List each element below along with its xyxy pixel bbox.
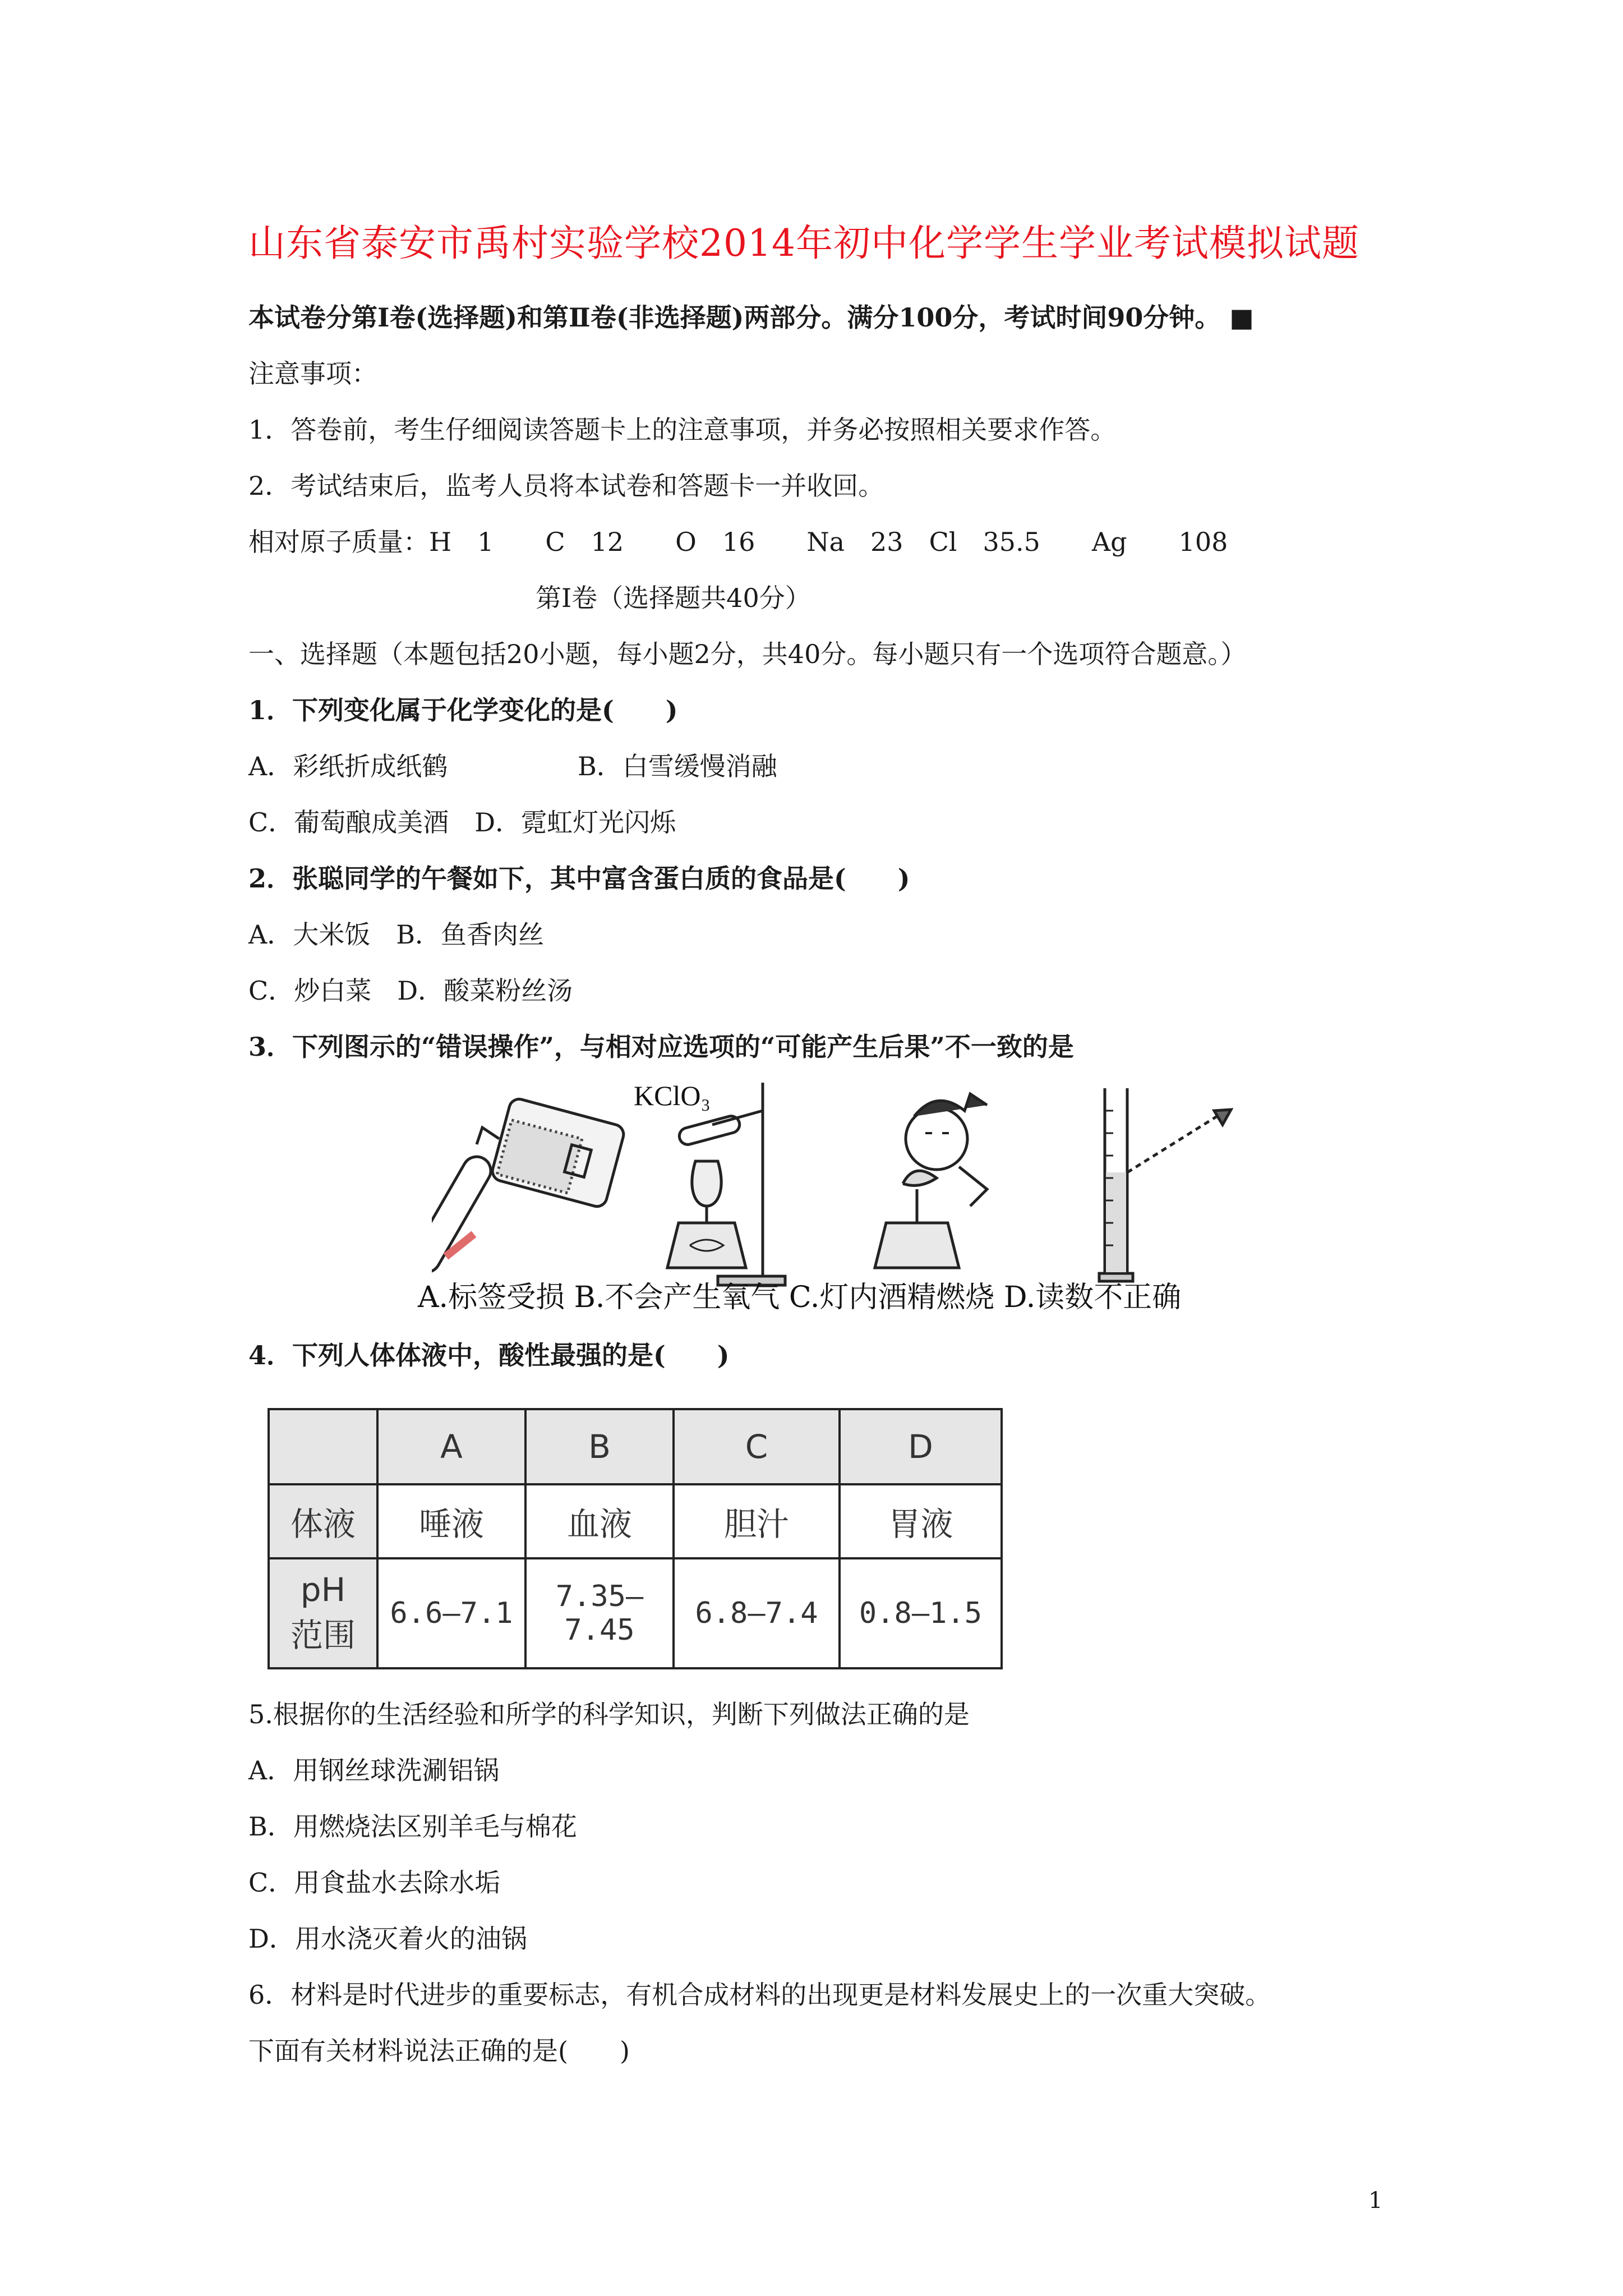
q5-stem: 5.根据你的生活经验和所学的科学知识，判断下列做法正确的是 <box>248 1699 970 1729</box>
page-number: 1 <box>1368 2188 1383 2214</box>
exam-intro: 本试卷分第Ⅰ卷(选择题)和第Ⅱ卷(非选择题)两部分。满分100分，考试时间90分钟。 ■ <box>248 302 1254 333</box>
q4-stem: 4．下列人体体液中，酸性最强的是( ) <box>248 1340 730 1370</box>
q1-options-cd: C．葡萄酿成美酒 D．霓虹灯光闪烁 <box>248 807 676 838</box>
q5-option-c: C．用食盐水去除水垢 <box>248 1867 501 1898</box>
table-row-ph-range <box>269 1558 1002 1668</box>
notes-heading: 注意事项： <box>248 358 377 389</box>
q6-stem-line2: 下面有关材料说法正确的是( ) <box>248 2036 630 2066</box>
figure-d-cylinder <box>1099 1088 1231 1281</box>
q6-stem-line1: 6．材料是时代进步的重要标志，有机合成材料的出现更是材料发展史上的一次重大突破。 <box>248 1980 1271 2010</box>
q5-option-d: D．用水浇灭着火的油锅 <box>248 1924 527 1954</box>
table-row-label-ph <box>269 1558 377 1668</box>
table-header-a: A <box>377 1409 525 1484</box>
table-header-row <box>269 1409 1002 1484</box>
q5-option-b: B．用燃烧法区别羊毛与棉花 <box>248 1811 577 1842</box>
ph-label-line2: 范围 <box>290 1616 356 1654</box>
q2-options-ab: A．大米饭 B．鱼香肉丝 <box>248 919 545 950</box>
table-cell: 胆汁 <box>674 1484 840 1558</box>
q2-options-cd: C．炒白菜 D．酸菜粉丝汤 <box>248 976 573 1006</box>
table-cell: 血液 <box>525 1484 674 1558</box>
table-cell: 0.8—1.5 <box>840 1558 1002 1668</box>
table-cell: 6.6—7.1 <box>377 1558 525 1668</box>
atomic-mass-line: 相对原子质量：H 1 C 12 O 16 Na 23 Cl 35.5 Ag 108 <box>248 527 1228 557</box>
table-cell <box>525 1558 674 1668</box>
table-row-body-fluid <box>269 1484 1002 1558</box>
note-2: 2．考试结束后，监考人员将本试卷和答题卡一并收回。 <box>248 471 884 501</box>
table-header-corner <box>269 1409 377 1484</box>
table-header-c: C <box>674 1409 840 1484</box>
figure-kclo3-label: KClO₃ <box>634 1080 711 1111</box>
q3-stem: 3．下列图示的“错误操作”，与相对应选项的“可能产生后果”不一致的是 <box>248 1032 1074 1062</box>
ph-b-line1: 7.35— <box>555 1580 644 1613</box>
table-header-b: B <box>525 1409 674 1484</box>
q1-stem: 1．下列变化属于化学变化的是( ) <box>248 695 678 725</box>
figure-c-blowing <box>875 1094 987 1268</box>
table-header-d: D <box>840 1409 1002 1484</box>
table-row-label-body-fluid: 体液 <box>269 1484 377 1558</box>
q2-stem: 2．张聪同学的午餐如下，其中富含蛋白质的食品是( ) <box>248 863 910 894</box>
ph-label-line1: pH <box>300 1571 346 1609</box>
section1-heading: 一、选择题（本题包括20小题，每小题2分，共40分。每小题只有一个选项符合题意。） <box>248 639 1247 669</box>
table-cell: 唾液 <box>377 1484 525 1558</box>
table-cell: 6.8—7.4 <box>674 1558 840 1668</box>
ph-table <box>268 1408 1003 1669</box>
q3-figure-caption: A.标签受损 B.不会产生氧气 C.灯内酒精燃烧 D.读数不正确 <box>418 1281 1182 1314</box>
note-1: 1．答卷前，考生仔细阅读答题卡上的注意事项，并务必按照相关要求作答。 <box>248 415 1117 445</box>
figure-a-pouring <box>432 1097 626 1277</box>
figure-b-heating <box>667 1083 785 1285</box>
part1-heading: 第Ⅰ卷（选择题共40分） <box>536 583 811 613</box>
table-cell: 胃液 <box>840 1484 1002 1558</box>
q1-option-a: A．彩纸折成纸鹤 <box>248 751 448 781</box>
ph-b-line2: 7.45 <box>564 1613 635 1647</box>
q1-option-b: B．白雪缓慢消融 <box>578 751 777 781</box>
q5-option-a: A．用钢丝球洗涮铝锅 <box>248 1755 500 1786</box>
exam-title: 山东省泰安市禹村实验学校2014年初中化学学生学业考试模拟试题 <box>248 222 1359 265</box>
